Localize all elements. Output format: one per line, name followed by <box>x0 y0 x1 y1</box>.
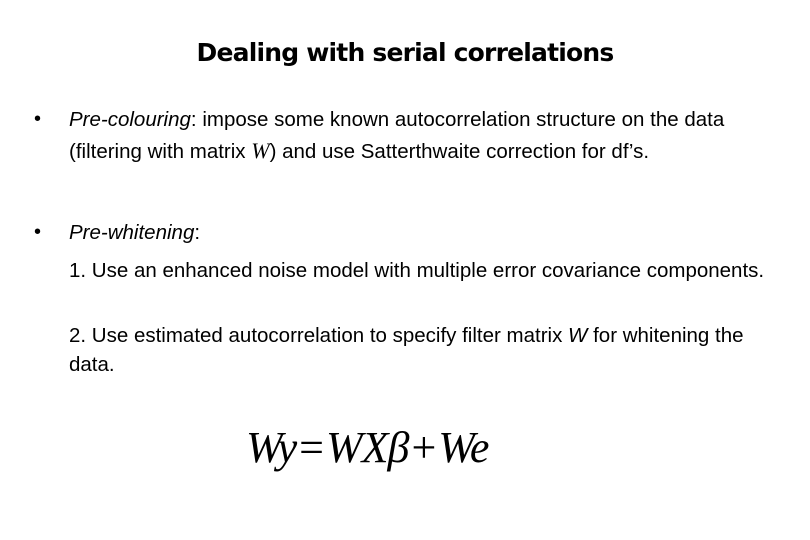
bullet-text <box>69 217 769 248</box>
equation-term1: WXβ <box>325 423 409 472</box>
equation-lhs: Wy <box>246 423 297 472</box>
bullet-colon: : <box>194 221 201 244</box>
bullet-body-b: ) and use Satterthwaite correction for df’s. <box>269 140 650 163</box>
bullet-text <box>69 104 769 167</box>
bullet-marker: • <box>34 108 42 130</box>
bullet-pre-colouring <box>0 104 810 204</box>
sub-item-2 <box>69 321 769 379</box>
bullet-body-a: impose some known autocorrelation structure on the data (filtering with matrix <box>69 108 725 163</box>
whitening-equation <box>246 422 488 473</box>
equation-equals: = <box>299 423 323 472</box>
bullet-term: Pre-colouring <box>69 108 191 131</box>
matrix-symbol: W <box>568 324 588 347</box>
sub-item-body-a: 2. Use estimated autocorrelation to specify filter matrix <box>69 324 569 347</box>
equation-term2: We <box>438 423 489 472</box>
bullet-pre-whitening <box>0 217 810 249</box>
bullet-colon: : <box>190 108 197 131</box>
matrix-symbol: W <box>251 138 270 163</box>
sub-item-body-b: for whitening the data. <box>69 324 744 376</box>
page-title: Dealing with serial correlations <box>196 38 614 67</box>
bullet-marker: • <box>34 221 42 243</box>
bullet-term: Pre-whitening <box>69 221 195 244</box>
equation-plus: + <box>411 423 436 472</box>
sub-item-1: 1. Use an enhanced noise model with multiple error covariance components. <box>69 259 765 282</box>
